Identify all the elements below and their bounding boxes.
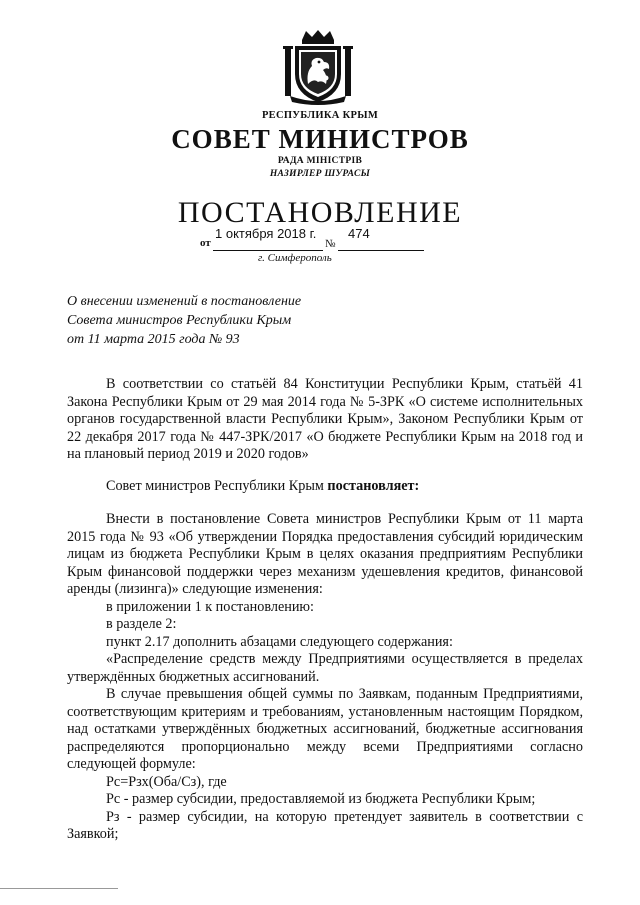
number-underline [338,250,424,251]
document-date: 1 октября 2018 г. [215,226,317,241]
document-number: 474 [348,226,370,241]
amendment-item: в разделе 2: [106,616,177,632]
amendment-item: в приложении 1 к постановлению: [106,598,314,615]
footer-mark [0,888,118,889]
document-body [67,376,583,844]
subject-line: О внесении изменений в постановление [67,294,302,309]
date-underline [213,250,323,251]
council-name: СОВЕТ МИНИСТРОВ [171,124,469,154]
preamble-paragraph: В соответствии со статьёй 84 Конституции Республики Крым, статьёй 41 Закона Республики Крым от 29 мая 2014 года № 5-ЗРК «О системе исполнительных органов государственной власти Республики Крым», Законом Республики Крым от 22 декабря 2017 года № 447-ЗРК/2017 «О бюджете Республики Крым на 2018 год и на плановый период 2019 и 2020 годов» [67,376,583,462]
date-number-line [200,226,430,254]
document-city: г. Симферополь [258,252,332,264]
crimea-coat-of-arms-icon [282,28,354,106]
document-subject [67,292,367,349]
date-label: от [200,237,211,249]
formula-definition: Рз - размер субсидии, на которую претендует заявитель в соответствии с Заявкой; [67,808,583,842]
quoted-paragraph: В случае превышения общей суммы по Заявкам, поданным Предприятиями, соответствующим критериям и требованиям, установленным настоящим Порядком, над остатками утверждённых бюджетных ассигнований, бюджетные ассигнования распределяются пропорционально между всеми Предприятиями согласно следующей формуле: [67,686,583,772]
resolution-verb: постановляет: [327,477,420,494]
formula-definition: Рс - размер субсидии, предоставляемой из бюджета Республики Крым; [106,791,536,807]
formula: Рс=Рзх(Оба/Сз), где [106,773,227,790]
document-type-title: ПОСТАНОВЛЕНИЕ [177,196,463,229]
council-name-crimean-tatar: НАЗИРЛЕР ШУРАСЫ [269,169,371,179]
republic-name: РЕСПУБЛИКА КРЫМ [261,110,379,121]
resolution-text: Совет министров Республики Крым [106,477,328,494]
intro-paragraph: Внести в постановление Совета министров Республики Крым от 11 марта 2015 года № 93 «Об утверждении Порядка предоставления субсидий юридическим лицам из бюджета Республики Крым в целях оказания предприятиям Республики Крым финансовой поддержки через механизм удешевления кредитов, финансовой аренды (лизинга)» следующие изменения: [67,511,583,597]
council-name-ukrainian: РАДА МІНІСТРІВ [277,156,363,166]
number-sign: № [325,238,336,250]
subject-line: Совета министров Республики Крым [67,313,292,328]
quoted-paragraph: «Распределение средств между Предприятиями осуществляется в пределах утверждённых бюджетных ассигнований. [67,651,583,685]
amendment-item: пункт 2.17 дополнить абзацами следующего содержания: [106,633,453,650]
subject-line: от 11 марта 2015 года № 93 [67,332,240,347]
resolution-paragraph [67,478,583,496]
